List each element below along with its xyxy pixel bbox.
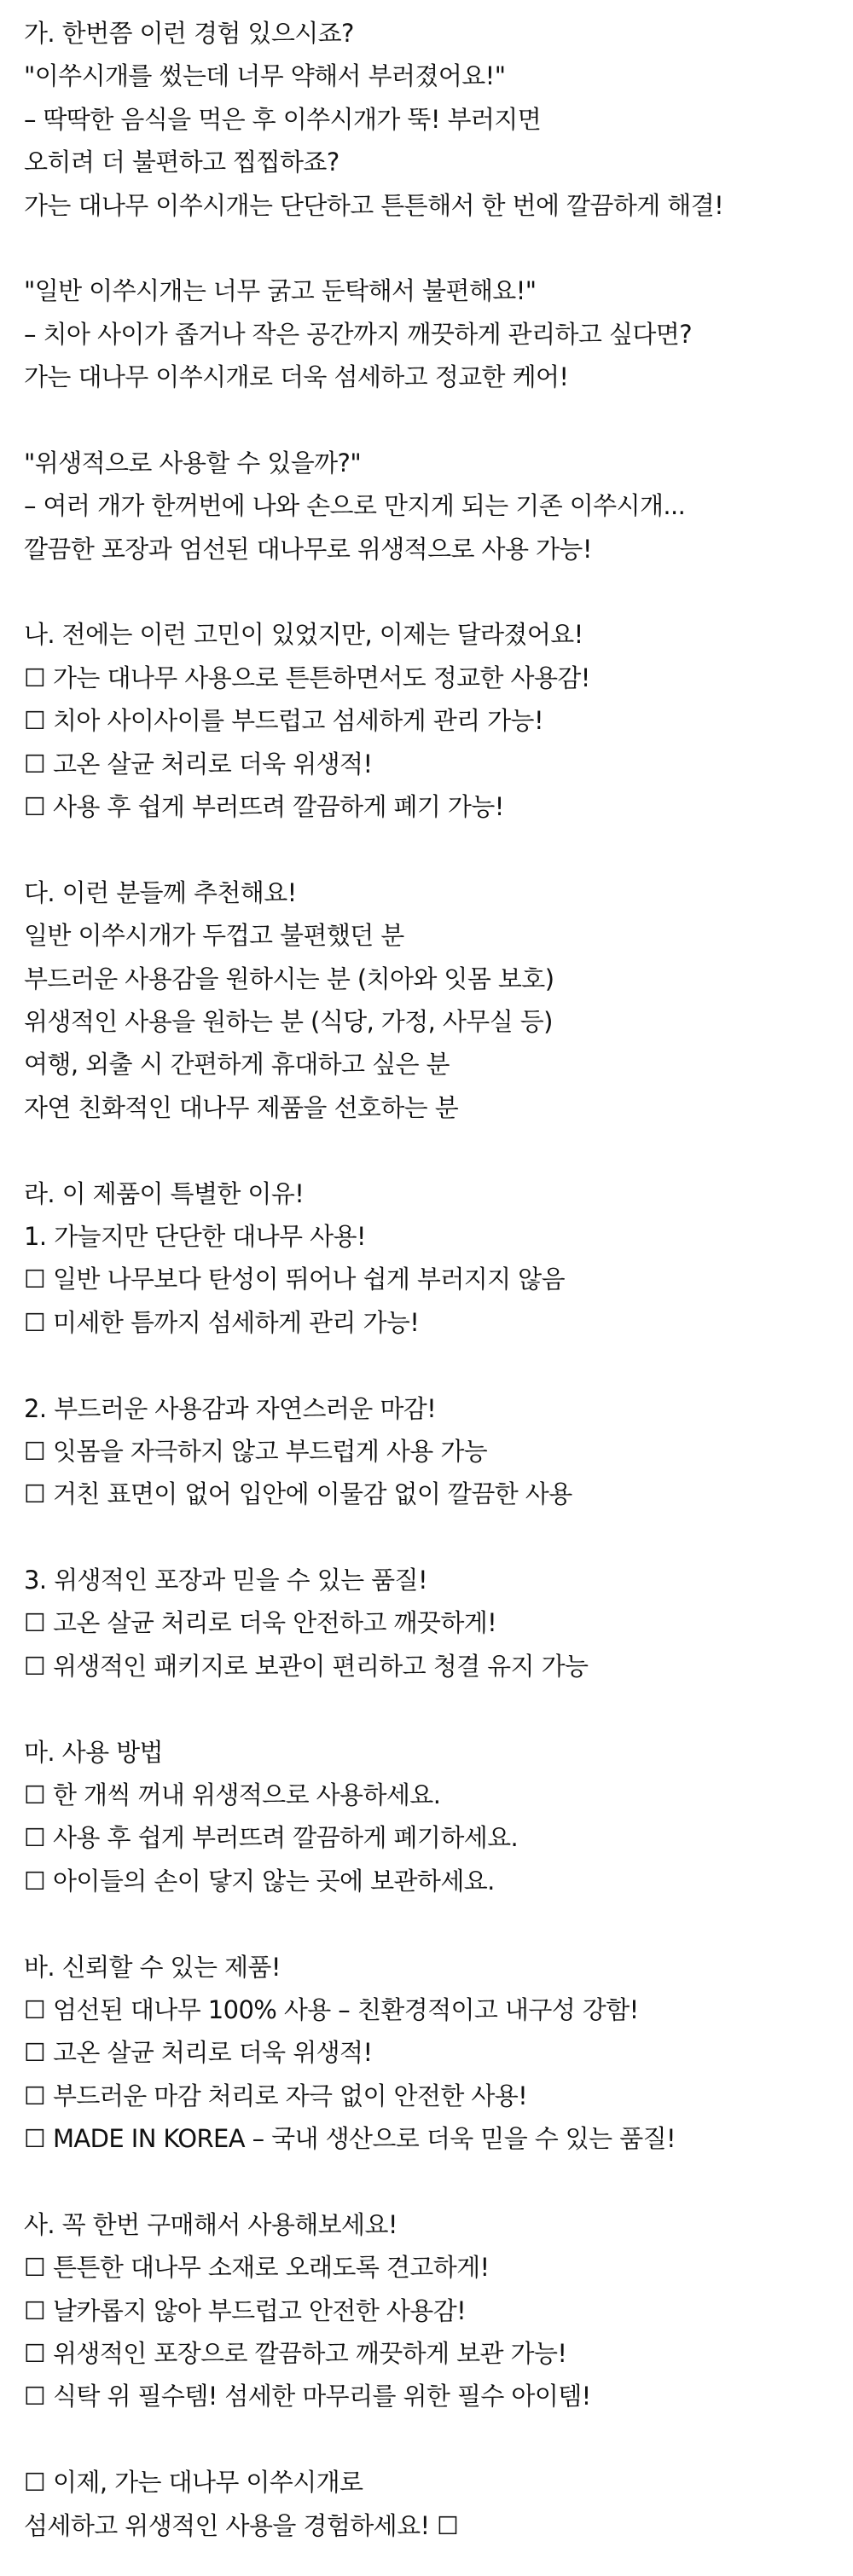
text-line: "위생적으로 사용할 수 있을까?" [24, 448, 362, 478]
text-line: "이쑤시개를 썼는데 너무 약해서 부러졌어요!" [24, 61, 506, 91]
text-line: 자연 친화적인 대나무 제품을 선호하는 분 [24, 1092, 459, 1122]
text-line: ☐ 치아 사이사이를 부드럽고 섬세하게 관리 가능! [24, 706, 544, 736]
text-line: 마. 사용 방법 [24, 1737, 163, 1767]
text-line: 섬세하고 위생적인 사용을 경험하세요! ☐ [24, 2510, 459, 2540]
blank-line [24, 828, 836, 871]
text-line: ☐ 튼튼한 대나무 소재로 오래도록 견고하게! [24, 2253, 490, 2283]
text-line: 다. 이런 분들께 추천해요! [24, 877, 297, 907]
text-line: 3. 위생적인 포장과 믿을 수 있는 품질! [24, 1566, 428, 1595]
text-line: ☐ 고온 살균 처리로 더욱 위생적! [24, 2038, 373, 2068]
text-line: "일반 이쑤시개는 너무 굵고 둔탁해서 불편해요!" [24, 276, 537, 306]
blank-line [24, 1516, 836, 1559]
text-line: 나. 전에는 이런 고민이 있었지만, 이제는 달라졌어요! [24, 620, 583, 650]
text-line: ☐ 고온 살균 처리로 더욱 안전하고 깨끗하게! [24, 1608, 497, 1638]
text-line: 가는 대나무 이쑤시개로 더욱 섬세하고 정교한 케어! [24, 362, 569, 392]
text-line: ☐ 위생적인 포장으로 깔끔하고 깨끗하게 보관 가능! [24, 2339, 567, 2369]
blank-line [24, 570, 836, 613]
text-line: ☐ 거친 표면이 없어 입안에 이물감 없이 깔끔한 사용 [24, 1479, 572, 1509]
blank-line [24, 2161, 836, 2203]
text-line: ☐ 아이들의 손이 닿지 않는 곳에 보관하세요. [24, 1866, 495, 1896]
blank-line [24, 1902, 836, 1945]
text-line: ☐ 한 개씩 꺼내 위생적으로 사용하세요. [24, 1780, 441, 1810]
blank-line [24, 1344, 836, 1386]
text-line: 가는 대나무 이쑤시개는 단단하고 튼튼해서 한 번에 깔끔하게 해결! [24, 190, 724, 220]
text-line: ☐ MADE IN KOREA – 국내 생산으로 더욱 믿을 수 있는 품질! [24, 2124, 676, 2154]
text-line: 일반 이쑤시개가 두껍고 불편했던 분 [24, 921, 404, 951]
text-line: – 치아 사이가 좁거나 작은 공간까지 깨끗하게 관리하고 싶다면? [24, 319, 692, 349]
text-line: ☐ 사용 후 쉽게 부러뜨려 깔끔하게 폐기 가능! [24, 792, 504, 822]
text-line: 부드러운 사용감을 원하시는 분 (치아와 잇몸 보호) [24, 964, 554, 993]
text-line: 위생적인 사용을 원하는 분 (식당, 가정, 사무실 등) [24, 1006, 553, 1036]
text-line: 깔끔한 포장과 엄선된 대나무로 위생적으로 사용 가능! [24, 534, 592, 564]
blank-line [24, 227, 836, 269]
text-line: ☐ 식탁 위 필수템! 섬세한 마무리를 위한 필수 아이템! [24, 2382, 591, 2411]
blank-line [24, 399, 836, 442]
text-line: ☐ 일반 나무보다 탄성이 뛰어나 쉽게 부러지지 않음 [24, 1265, 566, 1294]
text-line: ☐ 엄선된 대나무 100% 사용 – 친환경적이고 내구성 강함! [24, 1994, 639, 2024]
text-line: ☐ 날카롭지 않아 부드럽고 안전한 사용감! [24, 2295, 467, 2325]
text-line: – 딱딱한 음식을 먹은 후 이쑤시개가 뚝! 부러지면 [24, 104, 542, 134]
text-line: ☐ 가는 대나무 사용으로 튼튼하면서도 정교한 사용감! [24, 663, 590, 692]
text-line: 1. 가늘지만 단단한 대나무 사용! [24, 1221, 366, 1251]
text-line: ☐ 미세한 틈까지 섬세하게 관리 가능! [24, 1307, 420, 1337]
text-line: ☐ 잇몸을 자극하지 않고 부드럽게 사용 가능 [24, 1436, 488, 1466]
blank-line [24, 1687, 836, 1730]
text-line: 2. 부드러운 사용감과 자연스러운 마감! [24, 1393, 437, 1423]
blank-line [24, 2418, 836, 2461]
text-line: – 여러 개가 한꺼번에 나와 손으로 만지게 되는 기존 이쑤시개... [24, 491, 686, 521]
text-line: 바. 신뢰할 수 있는 제품! [24, 1952, 281, 1982]
text-line: ☐ 부드러운 마감 처리로 자극 없이 안전한 사용! [24, 2081, 528, 2110]
text-line: 라. 이 제품이 특별한 이유! [24, 1178, 305, 1208]
text-line: 오히려 더 불편하고 찝찝하죠? [24, 148, 339, 177]
text-line: ☐ 위생적인 패키지로 보관이 편리하고 청결 유지 가능 [24, 1651, 589, 1681]
text-line: 가. 한번쯤 이런 경험 있으시죠? [24, 19, 354, 48]
text-line: ☐ 이제, 가는 대나무 이쑤시개로 [24, 2468, 363, 2498]
text-line: 사. 꼭 한번 구매해서 사용해보세요! [24, 2209, 397, 2239]
blank-line [24, 1129, 836, 1172]
text-line: ☐ 사용 후 쉽게 부러뜨려 깔끔하게 폐기하세요. [24, 1823, 519, 1853]
text-line: 여행, 외출 시 간편하게 휴대하고 싶은 분 [24, 1050, 450, 1080]
text-line: ☐ 고온 살균 처리로 더욱 위생적! [24, 749, 373, 779]
